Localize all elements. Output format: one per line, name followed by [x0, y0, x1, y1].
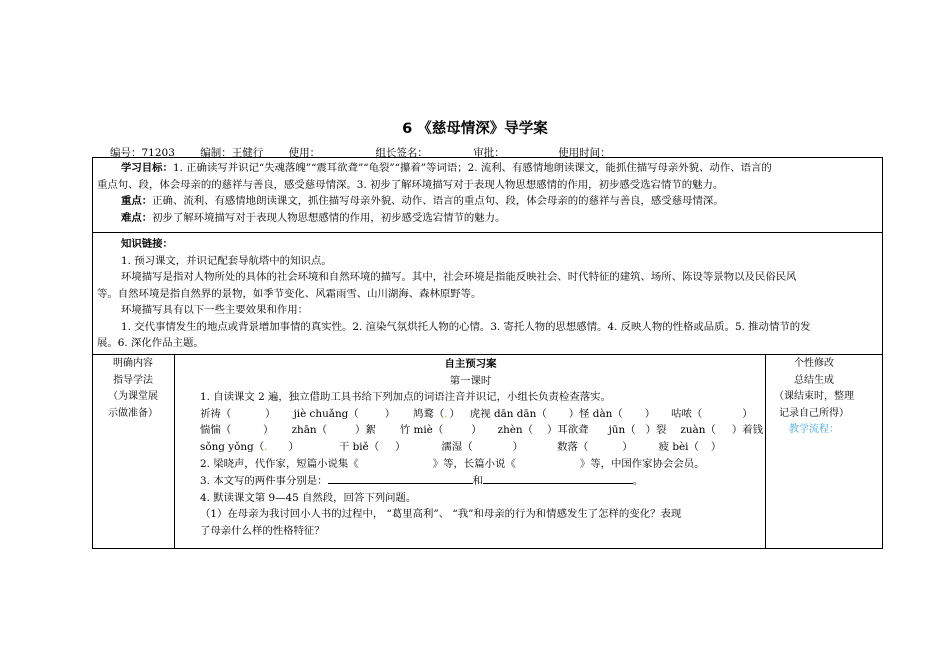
knowledge-line6: 展。6. 深化作品主题。	[97, 337, 204, 349]
middle-column	[178, 356, 763, 540]
left-column	[93, 356, 173, 422]
left-col-line: （为课堂展	[108, 391, 158, 402]
left-col-line: 明确内容	[113, 358, 153, 369]
page-title: 6 《慈母情深》导学案	[402, 121, 548, 137]
left-col-line: 指导学法	[113, 374, 153, 386]
words-row-2: 惴惴（ ） zhān（ ）絮 竹 miè（ ） zhèn（ ）耳欲聋 jūn（ ）裂 zuàn（ ）着钱	[200, 424, 763, 437]
question-2: 2. 梁晓声，代作家，短篇小说集《 》等，长篇小说《 》等，中国作家协会会员。	[200, 457, 705, 470]
meta-use: 使用：	[288, 147, 321, 159]
right-column	[766, 356, 862, 439]
middle-subheader: 第一课时	[449, 374, 492, 387]
knowledge-line3: 等。自然环境是指自然界的景物，如季节变化、风霜雨雪、山川湖海、森林原野等。	[97, 287, 482, 300]
goals-section	[97, 160, 881, 226]
question-4: 4. 默读课文第 9—45 自然段，回答下列问题。	[200, 491, 417, 504]
meta-code: 编号：71203	[110, 147, 175, 159]
teaching-flow-label: 教学流程：	[789, 424, 839, 435]
question-4-1-line1: （1）在母亲为我讨回小人书的过程中， “葛里高利”、 “我”和母亲的行为和情感发生了怎样的变化？表现	[200, 508, 682, 521]
goals-divider	[92, 232, 883, 233]
meta-leader: 组长签名：	[375, 147, 428, 159]
right-col-line: 记录自己所得）	[779, 407, 849, 419]
difficulty-line: 难点：初步了解环境描写对于表现人物思想感情的作用，初步感受选宕情节的魅力。	[121, 211, 506, 224]
middle-header: 自主预习案	[444, 358, 497, 370]
right-col-line: （课结束时，整理	[774, 391, 854, 402]
question-4-1-line2: 了母亲什么样的性格特征？	[200, 524, 325, 537]
knowledge-line2: 环境描写是指对人物所处的具体的社会环境和自然环境的描写。其中，社会环境是指能反映社会、时代特征的建筑、场所、陈设等景物以及民俗民风	[121, 271, 797, 283]
question-1: 1. 自读课文 2 遍，独立借助工具书给下列加点的词语注音并识记，小组长负责检查落实。	[200, 391, 611, 404]
meta-author: 编制：王健行	[200, 147, 264, 159]
goals-line2: 重点句、段，体会母亲的的慈祥与善良，感受慈母情深。3. 初步了解环境描写对于表现人物思想感情的作用，初步感受选宕情节的魅力。	[97, 178, 724, 191]
words-row-3: sǒng yǒng（． ） 干 biě（ ） 濡湿（ ） 数落（ ） 疲 bèi（ ）	[200, 440, 722, 453]
knowledge-line5: 1. 交代事情发生的地点或背景增加事情的真实性。2. 渲染气氛烘托人物的心情。3. 寄托人物的思想感情。4. 反映人物的性格或品质。5. 推动情节的发	[121, 320, 811, 333]
left-col-divider	[174, 354, 175, 549]
knowledge-section	[97, 236, 881, 352]
right-col-line: 个性修改	[794, 358, 834, 369]
knowledge-line1: 1. 预习课文，并识记配套导航塔中的知识点。	[121, 254, 332, 267]
words-row-1: 祈祷（ ） jiè chuǎng（ ） 鸠鹜（．） 虎视 dān dān（ ）怪 dàn（ ） 咕哝（ ）	[200, 407, 753, 420]
keypoint-line: 重点：正确、流利、有感情地朗读课文，抓住描写母亲外貌、动作、语言的重点句、段，体会母亲的的慈祥与善良，感受慈母情深。	[121, 195, 724, 207]
question-3: 3. 本文写的两件事分别是： 和 。	[178, 472, 763, 490]
meta-time: 使用时间：	[558, 147, 611, 159]
meta-approve: 审批：	[473, 147, 505, 159]
knowledge-label: 知识链接：	[121, 238, 173, 250]
left-col-line: 示做准备）	[108, 407, 158, 419]
right-col-line: 总结生成	[794, 374, 834, 386]
goals-line1: 学习目标：1. 正确读写并识记“失魂落魄”“震耳欲聋”“龟裂”“攥着”等词语；2. 流利、有感情地朗读课文，能抓住描写母亲外貌、动作、语言的	[121, 162, 772, 174]
knowledge-line4: 环境描写具有以下一些主要效果和作用：	[121, 304, 309, 316]
